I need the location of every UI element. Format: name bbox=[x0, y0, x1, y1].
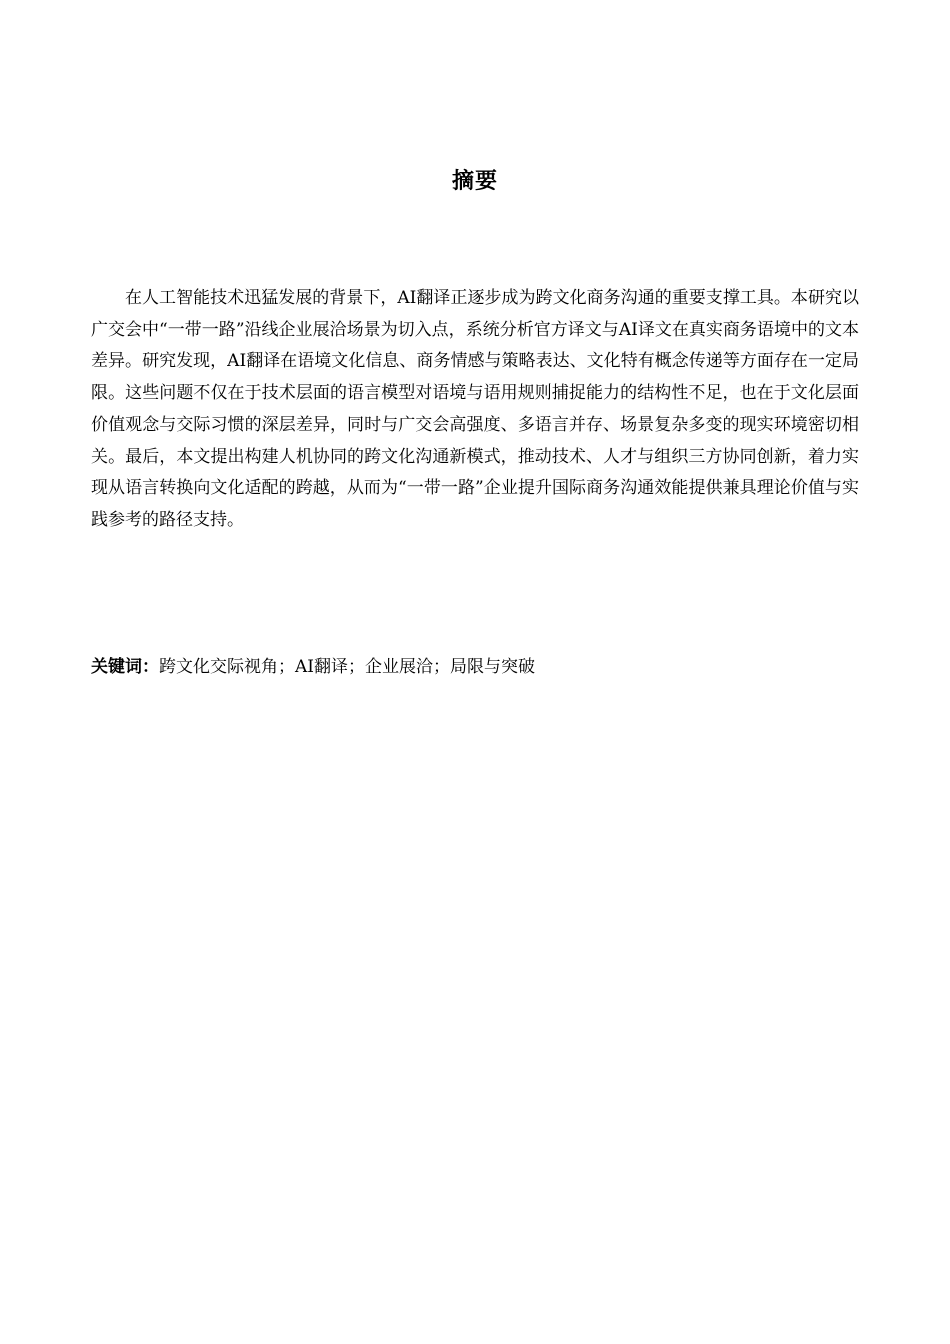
keywords-label: 关键词： bbox=[91, 657, 159, 677]
abstract-title: 摘要 bbox=[451, 169, 498, 194]
abstract-paragraph: 在人工智能技术迅猛发展的背景下，AI翻译正逐步成为跨文化商务沟通的重要支撑工具。本研究以广交会中“一带一路”沿线企业展洽场景为切入点，系统分析官方译文与AI译文在真实商务语境中的文本差异。研究发现，AI翻译在语境文化信息、商务情感与策略表达、文化特有概念传递等方面存在一定局限。这些问题不仅在于技术层面的语言模型对语境与语用规则捕捉能力的结构性不足，也在于文化层面价值观念与交际习惯的深层差异，同时与广交会高强度、多语言并存、场景复杂多变的现实环境密切相关。最后，本文提出构建人机协同的跨文化沟通新模式，推动技术、人才与组织三方协同创新，着力实现从语言转换向文化适配的跨越，从而为“一带一路”企业提升国际商务沟通效能提供兼具理论价值与实践参考的路径支持。 bbox=[91, 288, 859, 530]
keywords-text: 跨文化交际视角；AI翻译；企业展洽；局限与突破 bbox=[159, 657, 535, 677]
keywords-line bbox=[91, 652, 859, 683]
